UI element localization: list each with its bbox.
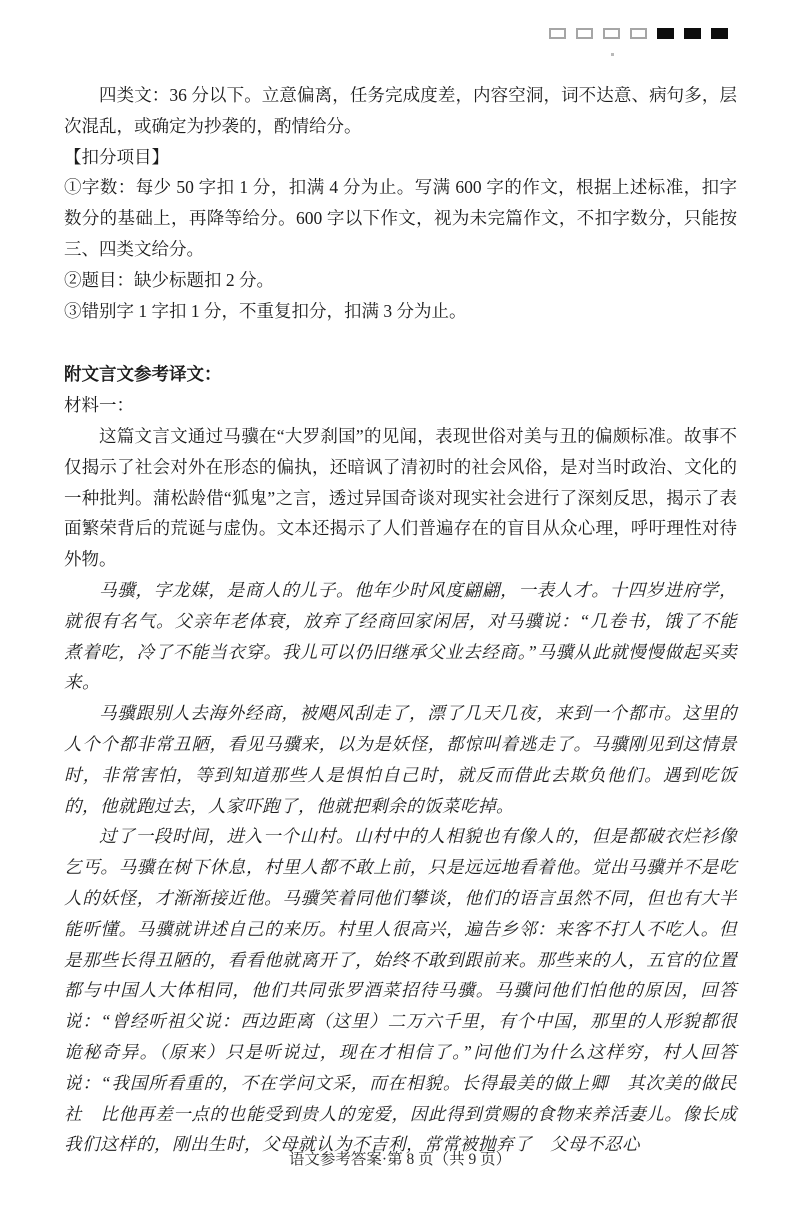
story-paragraph-2: 马骥跟别人去海外经商，被飓风刮走了，漂了几天几夜，来到一个都市。这里的人个个都非常丑陋，看见马骥来，以为是妖怪，都惊叫着逃走了。马骥刚见到这情景时，非常害怕，等到知道那些人是惧怕自己时，就反而借此去欺负他们。遇到吃饭的，他就跑过去，人家吓跑了，他就把剩余的饭菜吃掉。 — [64, 703, 737, 816]
page-footer: 语文参考答案·第 8 页（共 9 页） — [288, 1151, 512, 1168]
deduction-item-typos: ③错别字 1 字扣 1 分，不重复扣分，扣满 3 分为止。 — [64, 300, 467, 321]
progress-square-filled — [711, 28, 728, 39]
material-one-label: 材料一： — [64, 395, 134, 416]
progress-square-filled — [684, 28, 701, 39]
page-content — [64, 80, 737, 1160]
stray-dot — [611, 53, 614, 56]
progress-square-outline — [549, 28, 566, 39]
translation-heading: 附文言文参考译文： — [64, 364, 222, 385]
story-paragraph-3: 过了一段时间，进入一个山村。山村中的人相貌也有像人的，但是都破衣烂衫像乞丐。马骥在树下休息，村里人都不敢上前，只是远远地看着他。觉出马骥并不是吃人的妖怪，才渐渐接近他。马骥笑着同他们攀谈，他们的语言虽然不同，但也有大半能听懂。马骥就讲述自己的来历。村里人很高兴，遍告乡邻：来客不打人不吃人。但是那些长得丑陋的，看看他就离开了，始终不敢到跟前来。那些来的人，五官的位置都与中国人大体相同，他们共同张罗酒菜招待马骥。马骥问他们怕他的原因，回答说：“曾经听祖父说：西边距离（这里）二万六千里，有个中国，那里的人形貌都很诡秘奇异。（原来）只是听说过，现在才相信了。”问他们为什么这样穷，村人回答说：“我国所看重的，不在学问文采，而在相貌。长得最美的做上卿 其次美的做民社 比他再差一点的也能受到贵人的宠爱，因此得到赏赐的食物来养活妻儿。像长成我们这样的，刚出生时，父母就认为不吉利，常常被抛弃了 父母不忍心 — [64, 826, 737, 1155]
deduction-item-title: ②题目：缺少标题扣 2 分。 — [64, 269, 274, 290]
deduction-item-word-count: ①字数：每少 50 字扣 1 分，扣满 4 分为止。写满 600 字的作文，根据上述标准，扣字数分的基础上，再降等给分。600 字以下作文，视为未完篇作文，不扣字数分，只能按三、四类文给分。 — [64, 177, 737, 259]
grade-four-paragraph: 四类文：36 分以下。立意偏离，任务完成度差，内容空洞，词不达意、病句多，层次混乱，或确定为抄袭的，酌情给分。 — [64, 85, 737, 136]
progress-square-filled — [657, 28, 674, 39]
analysis-paragraph: 这篇文言文通过马骥在“大罗刹国”的见闻，表现世俗对美与丑的偏颇标准。故事不仅揭示了社会对外在形态的偏执，还暗讽了清初时的社会风俗，是对当时政治、文化的一种批判。蒲松龄借“狐鬼”之言，透过异国奇谈对现实社会进行了深刻反思，揭示了表面繁荣背后的荒诞与虚伪。文本还揭示了人们普遍存在的盲目从众心理，呼吁理性对待外物。 — [64, 425, 737, 570]
progress-square-outline — [603, 28, 620, 39]
progress-square-outline — [576, 28, 593, 39]
deduction-heading: 【扣分项目】 — [64, 146, 169, 167]
progress-square-outline — [630, 28, 647, 39]
progress-squares — [549, 28, 728, 39]
story-paragraph-1: 马骥，字龙媒，是商人的儿子。他年少时风度翩翩，一表人才。十四岁进府学，就很有名气。父亲年老体衰，放弃了经商回家闲居，对马骥说：“几卷书，饿了不能煮着吃，冷了不能当衣穿。我儿可以仍旧继承父业去经商。”马骥从此就慢慢做起买卖来。 — [64, 579, 737, 693]
